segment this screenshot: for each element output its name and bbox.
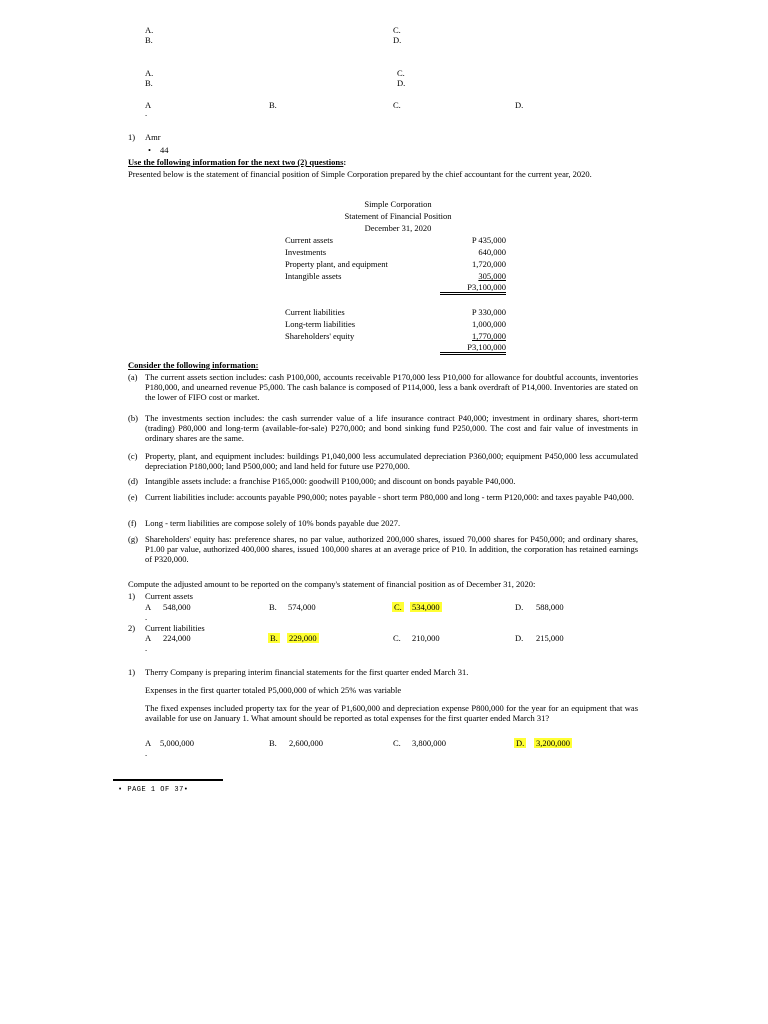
item-letter: (g) [128,534,138,544]
dot-mark: . [145,612,148,622]
asset-label: Investments [285,247,327,257]
footer-rule [113,779,223,781]
choice-c-label: C. [393,100,401,110]
choice-d-value: 588,000 [536,602,564,612]
choice-c-label: C. [394,602,402,612]
choice-b-label: B. [269,602,277,612]
bullet-text: 44 [160,145,169,155]
intro-heading-colon: : [343,157,347,167]
item-text: Property, plant, and equipment includes: buildings P1,040,000 less accumulated depreciation P360,000; equipment P450,000 less accumulated depreciation P180,000; land P500,000; and land held for future use P270,000. [145,451,638,471]
item-text: Intangible assets include: a franchise P165,000: goodwill P100,000; and discount on bonds payable P40,000. [145,476,516,486]
choice-a-label: A. [145,68,154,78]
liability-value: 1,770,000 [472,331,506,341]
choice-a-label: A [145,602,152,612]
choice-d-label: D. [397,78,406,88]
choice-b-label: B. [270,633,278,643]
item-letter: (a) [128,372,138,382]
liability-label: Shareholders' equity [285,331,355,341]
question-number: 2) [128,623,136,633]
choice-b-label: B. [145,78,153,88]
liability-value: P 330,000 [471,307,506,317]
question-text: The fixed expenses included property tax for the year of P1,600,000 and depreciation expense P800,000 for the year for an equipment that was available for use on January 1. What amount should be reported as total expenses for the first quarter ended March 31? [145,703,638,723]
choice-a-value: 548,000 [163,602,191,612]
choice-c-value: 3,800,000 [412,738,446,748]
asset-value: 305,000 [478,271,506,281]
asset-value: 1,720,000 [472,259,506,269]
liabilities-total: P3,100,000 [440,343,506,355]
dot-mark: . [145,748,148,758]
choice-b-label: B. [269,100,277,110]
choice-d-label: D. [516,738,525,748]
item-letter: (e) [128,492,138,502]
statement-title-company: Simple Corporation [364,199,432,209]
liability-label: Current liabilities [285,307,345,317]
intro-paragraph: Presented below is the statement of financial position of Simple Corporation prepared by the chief accountant for the current year, 2020. [128,169,592,179]
choice-d-value: 3,200,000 [536,738,570,748]
asset-label: Current assets [285,235,333,245]
asset-value: P 435,000 [471,235,506,245]
item-text: Current liabilities include: accounts payable P90,000; notes payable - short term P80,000 and long - term P120,000: and taxes payable P40,000. [145,492,634,502]
choice-a-label: A. [145,25,154,35]
asset-value: 640,000 [478,247,506,257]
liability-label: Long-term liabilities [285,319,356,329]
item-text: Shareholders' equity has: preference shares, no par value, authorized 200,000 shares, issued 70,000 shares for P450,000; and ordinary shares, P1.00 par value, authorized 400,000 shares, issued 100,000 shares at an average price of P10. In addition, the corporation has retained earnings of P320,000. [145,534,638,564]
question-text: Amr [145,132,161,142]
consider-heading: Consider the following information: [128,360,259,370]
question-text: Therry Company is preparing interim financial statements for the first quarter ended March 31. [145,667,469,677]
dot-mark: . [145,643,148,653]
question-text: Expenses in the first quarter totaled P5,000,000 of which 25% was variable [145,685,402,695]
dot-mark: . [145,108,148,118]
choice-b-value: 574,000 [288,602,316,612]
statement-title-name: Statement of Financial Position [344,211,452,221]
assets-total: P3,100,000 [440,283,506,295]
asset-label: Intangible assets [285,271,342,281]
question-label: Current assets [145,591,193,601]
page-footer: • PAGE 1 OF 37• [118,786,189,794]
choice-d-label: D. [515,602,524,612]
choice-a-value: 224,000 [163,633,191,643]
item-letter: (c) [128,451,138,461]
item-text: The current assets section includes: cash P100,000, accounts receivable P170,000 less P10,000 for allowance for doubtful accounts, inventories P180,000, and unearned revenue P5,000. The cash balance is composed of P114,000, less a bank overdraft of P14,000. Inventories are stated on the lower of FIFO cost or market. [145,372,638,402]
question-label: Current liabilities [145,623,205,633]
choice-d-value: 215,000 [536,633,564,643]
choice-c-label: C. [393,633,401,643]
choice-c-label: C. [393,25,401,35]
item-letter: (d) [128,476,138,486]
choice-d-label: D. [393,35,402,45]
choice-c-value: 210,000 [412,633,440,643]
choice-c-value: 534,000 [412,602,440,612]
choice-a-value: 5,000,000 [160,738,194,748]
choice-b-label: B. [145,35,153,45]
choice-c-label: C. [397,68,405,78]
item-letter: (b) [128,413,138,423]
choice-a-label: A [145,738,152,748]
question-number: 1) [128,667,136,677]
choice-a-label: A [145,633,152,643]
liability-value: 1,000,000 [472,319,506,329]
choice-d-label: D. [515,633,524,643]
choice-c-label: C. [393,738,401,748]
statement-title-date: December 31, 2020 [364,223,432,233]
asset-label: Property plant, and equipment [285,259,388,269]
choice-b-value: 2,600,000 [289,738,323,748]
question-number: 1) [128,132,136,142]
choice-a-label: A [145,100,152,110]
bullet-icon: • [148,145,151,155]
item-letter: (f) [128,518,137,528]
item-text: The investments section includes: the cash surrender value of a life insurance contract P40,000; investment in ordinary shares, short-term (trading) P80,000 and long-term (available-for-sale) P270,000; and bond sinking fund P250,000. The cost and fair value of investments in ordinary shares are the same. [145,413,638,443]
compute-instruction: Compute the adjusted amount to be reported on the company's statement of financial position as of December 31, 2020: [128,579,536,589]
choice-d-label: D. [515,100,524,110]
question-number: 1) [128,591,136,601]
intro-heading [128,157,346,167]
intro-heading-text: Use the following information for the next two (2) questions [128,157,344,167]
choice-b-value: 229,000 [289,633,317,643]
choice-b-label: B. [269,738,277,748]
item-text: Long - term liabilities are compose solely of 10% bonds payable due 2027. [145,518,401,528]
